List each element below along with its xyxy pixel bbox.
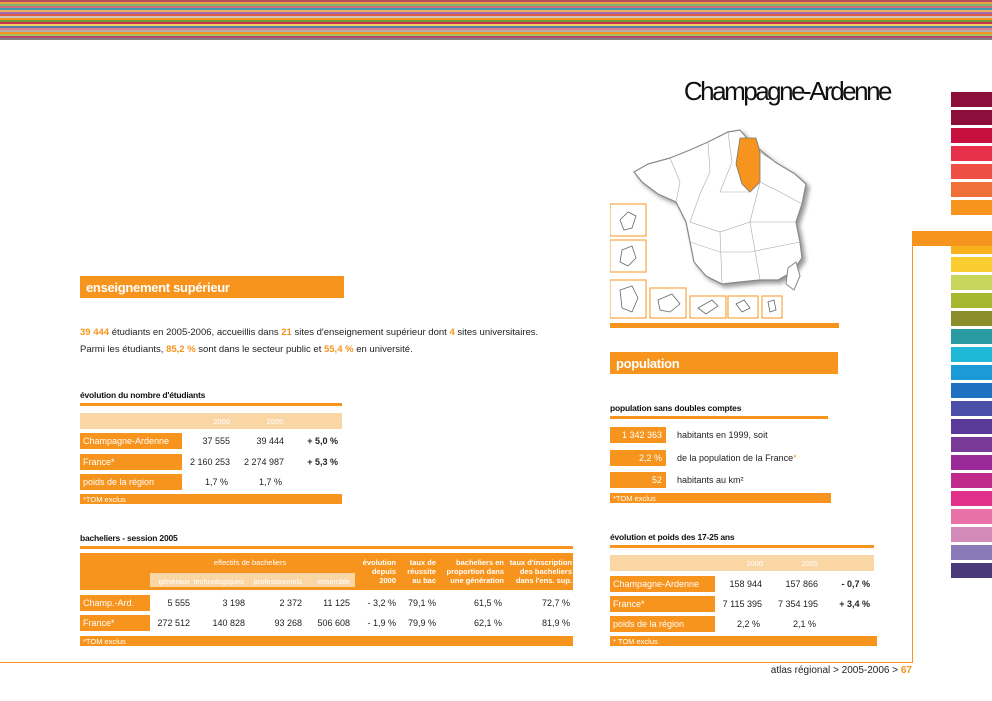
table-cell: 5 555 (167, 598, 190, 608)
column-header: évolution depuis 2000 (362, 558, 396, 585)
region-tab[interactable] (951, 491, 992, 506)
summary-text: sites universitaires. Parmi les étudiants, (80, 327, 539, 355)
region-tab[interactable] (951, 110, 992, 125)
region-tab[interactable] (951, 128, 992, 143)
year-header: 2005 (266, 417, 283, 426)
students-count: 39 444 (80, 327, 110, 338)
year-header: 2000 (746, 559, 763, 568)
table-cell: 2 160 253 (189, 457, 230, 467)
column-header: taux de réussite au bac (407, 558, 436, 585)
table-cell: 79,1 % (407, 598, 436, 608)
table-cell: 158 944 (729, 579, 762, 589)
region-tab[interactable] (951, 146, 992, 161)
france-mainland (634, 130, 806, 290)
divider-horizontal (0, 662, 913, 663)
table-cell: 7 115 395 (722, 599, 762, 609)
region-tab[interactable] (951, 92, 992, 107)
table-cell: + 3,4 % (839, 599, 870, 609)
univ-pct: 55,4 % (323, 344, 354, 355)
table-cell: 79,9 % (407, 618, 436, 628)
column-header: bacheliers en proportion dans une génération (446, 558, 504, 585)
population-top-bar (610, 416, 828, 419)
age-top-bar (610, 545, 874, 548)
row-label: France* (610, 596, 715, 612)
table-cell: + 5,0 % (307, 436, 338, 446)
higher-ed-summary (80, 324, 550, 358)
footnote-star: * (793, 453, 797, 463)
year-header: 2005 (801, 559, 818, 568)
group-header: effectifs de bacheliers (213, 558, 287, 567)
population-value: 52 (610, 472, 666, 488)
footnote: *TOM exclus (610, 493, 831, 503)
region-tab[interactable] (951, 527, 992, 542)
population-subtitle: population sans doubles comptes (610, 403, 742, 413)
table-cell: 39 444 (256, 436, 284, 446)
table-cell: 72,7 % (541, 598, 570, 608)
table-cell: 506 608 (317, 618, 350, 628)
table-cell: 62,1 % (473, 618, 502, 628)
region-tab[interactable] (951, 164, 992, 179)
sub-header: technologiques (193, 577, 244, 586)
univ-sites-count: 4 (449, 327, 455, 338)
table-cell: - 3,2 % (367, 598, 396, 608)
public-pct: 85,2 % (166, 344, 196, 355)
active-region-tab[interactable] (912, 231, 992, 246)
table-cell: 2 274 987 (243, 457, 284, 467)
region-tab[interactable] (951, 311, 992, 326)
bacheliers-top-bar (80, 546, 573, 549)
header-stripe (0, 38, 992, 40)
region-tab[interactable] (951, 455, 992, 470)
region-tab[interactable] (951, 182, 992, 197)
footnote: *TOM exclus (80, 494, 342, 504)
sub-header: professionnels (253, 577, 302, 586)
bacheliers-title: bacheliers - session 2005 (80, 533, 178, 543)
footer-text: atlas régional > 2005-2006 > (770, 665, 901, 676)
evolution-top-bar (80, 403, 342, 406)
region-title: Champagne-Ardenne (683, 76, 890, 106)
table-cell: 11 125 (323, 598, 350, 608)
region-tab[interactable] (951, 257, 992, 272)
row-label: Champagne-Ardenne (610, 576, 715, 592)
region-tab[interactable] (951, 563, 992, 578)
summary-text: sites d'enseignement supérieur dont (291, 327, 450, 338)
region-tab[interactable] (951, 293, 992, 308)
column-header: taux d'inscription des bacheliers dans l'ens. sup. (509, 558, 572, 585)
evolution-title: évolution du nombre d'étudiants (80, 390, 206, 400)
region-tab[interactable] (951, 509, 992, 524)
region-tab[interactable] (951, 473, 992, 488)
footnote: *TOM exclus (80, 636, 573, 646)
table-cell: 157 866 (785, 579, 818, 589)
population-text-label: de la population de la France (677, 453, 794, 463)
table-cell: 3 198 (222, 598, 245, 608)
table-cell: 81,9 % (541, 618, 570, 628)
summary-text: sont dans le secteur public et (195, 344, 324, 355)
region-tab[interactable] (951, 365, 992, 380)
region-tab[interactable] (951, 200, 992, 215)
table-cell: - 1,9 % (367, 618, 396, 628)
table-cell: 2 372 (279, 598, 302, 608)
table-cell: 93 268 (274, 618, 302, 628)
section-title-higher-ed: enseignement supérieur (80, 276, 344, 298)
table-cell: 7 354 195 (777, 599, 818, 609)
age-title: évolution et poids des 17-25 ans (610, 532, 735, 542)
row-label: poids de la région (80, 474, 182, 490)
region-tab[interactable] (951, 401, 992, 416)
table-cell: 2,1 % (792, 619, 816, 629)
table-cell: 37 555 (202, 436, 230, 446)
region-tab[interactable] (951, 437, 992, 452)
row-label: Champagne-Ardenne (80, 433, 182, 449)
header-stripes (0, 0, 992, 40)
page-footer (771, 665, 912, 676)
population-value: 1 342 363 (610, 427, 666, 443)
sites-count: 21 (281, 327, 292, 338)
row-label: poids de la région (610, 616, 715, 632)
table-cell: 140 828 (212, 618, 245, 628)
region-tab[interactable] (951, 419, 992, 434)
divider-vertical (912, 246, 913, 662)
region-tab[interactable] (951, 347, 992, 362)
table-cell: 272 512 (157, 618, 190, 628)
region-tab[interactable] (951, 329, 992, 344)
france-map (610, 112, 840, 322)
population-text: habitants au km² (677, 475, 744, 485)
summary-text: en université. (353, 344, 413, 355)
table-cell: 61,5 % (473, 598, 502, 608)
region-tab[interactable] (951, 545, 992, 560)
row-label: France* (80, 615, 150, 631)
year-header: 2000 (213, 417, 230, 426)
table-cell: 1,7 % (204, 477, 228, 487)
region-tab[interactable] (951, 383, 992, 398)
sub-header: généraux (158, 577, 190, 586)
sub-header: ensemble (317, 577, 350, 586)
table-cell: 2,2 % (736, 619, 760, 629)
population-text (677, 453, 797, 463)
page-number: 67 (900, 665, 912, 676)
region-tab[interactable] (951, 275, 992, 290)
table-cell: + 5,3 % (307, 457, 338, 467)
row-label: Champ.-Ard. (80, 595, 150, 611)
table-cell: 1,7 % (258, 477, 282, 487)
region-tabs (951, 92, 992, 581)
row-label: France* (80, 454, 182, 470)
table-cell: - 0,7 % (841, 579, 870, 589)
population-text: habitants en 1999, soit (677, 430, 768, 440)
population-value: 2,2 % (610, 450, 666, 466)
section-title-population: population (610, 352, 838, 374)
footnote: * TOM exclus (610, 636, 877, 646)
map-underline (610, 323, 839, 328)
summary-text: étudiants en 2005-2006, accueillis dans (109, 327, 282, 338)
